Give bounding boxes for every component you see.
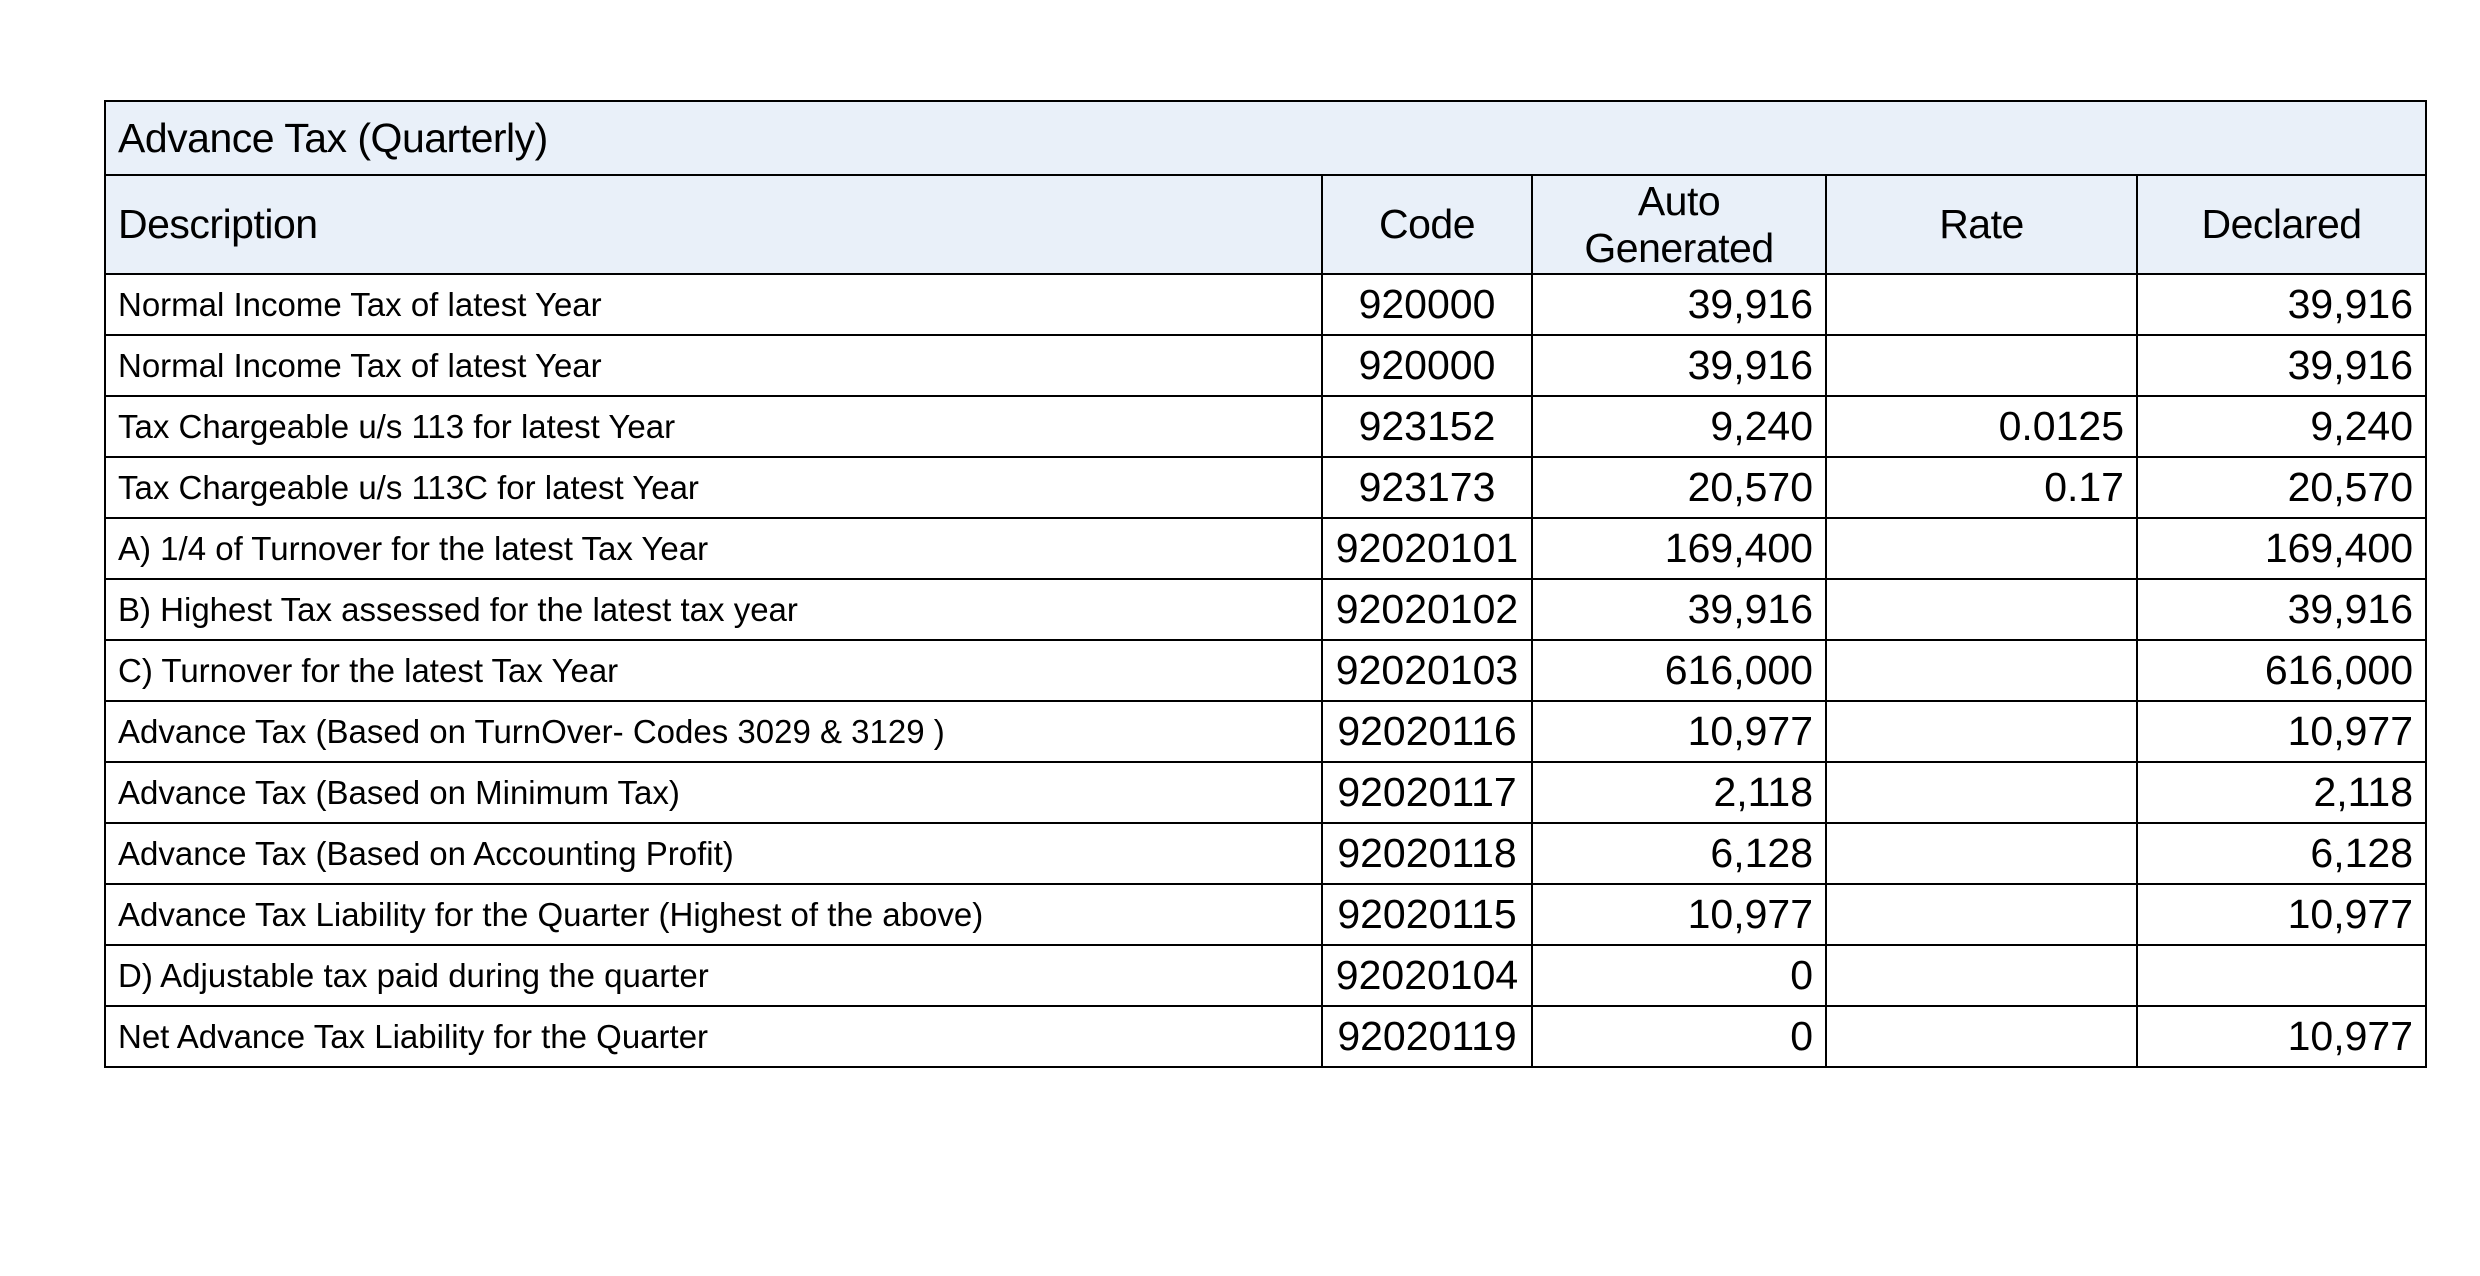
row-declared: 10,977 [2137, 1006, 2426, 1067]
row-declared: 20,570 [2137, 457, 2426, 518]
advance-tax-table [104, 100, 2427, 1068]
header-auto-generated [1532, 175, 1826, 274]
row-code: 92020104 [1322, 945, 1532, 1006]
row-auto-generated: 169,400 [1532, 518, 1826, 579]
row-auto-generated: 616,000 [1532, 640, 1826, 701]
table-row [105, 579, 2426, 640]
row-declared: 6,128 [2137, 823, 2426, 884]
table-title: Advance Tax (Quarterly) [105, 101, 2426, 175]
row-auto-generated: 10,977 [1532, 701, 1826, 762]
row-declared: 9,240 [2137, 396, 2426, 457]
row-auto-generated: 39,916 [1532, 274, 1826, 335]
table-row [105, 945, 2426, 1006]
row-rate [1826, 884, 2137, 945]
table-row [105, 701, 2426, 762]
header-rate: Rate [1826, 175, 2137, 274]
row-auto-generated: 0 [1532, 945, 1826, 1006]
row-description: Normal Income Tax of latest Year [105, 335, 1322, 396]
row-rate: 0.17 [1826, 457, 2137, 518]
row-auto-generated: 10,977 [1532, 884, 1826, 945]
table-row [105, 640, 2426, 701]
row-description: Advance Tax (Based on Accounting Profit) [105, 823, 1322, 884]
row-rate [1826, 335, 2137, 396]
row-description: Tax Chargeable u/s 113 for latest Year [105, 396, 1322, 457]
table-row [105, 396, 2426, 457]
row-description: Normal Income Tax of latest Year [105, 274, 1322, 335]
header-description: Description [105, 175, 1322, 274]
row-declared [2137, 945, 2426, 1006]
header-code: Code [1322, 175, 1532, 274]
row-declared: 39,916 [2137, 579, 2426, 640]
row-declared: 39,916 [2137, 274, 2426, 335]
row-auto-generated: 6,128 [1532, 823, 1826, 884]
row-description: Advance Tax (Based on TurnOver- Codes 3029 & 3129 ) [105, 701, 1322, 762]
row-code: 92020102 [1322, 579, 1532, 640]
row-description: Net Advance Tax Liability for the Quarter [105, 1006, 1322, 1067]
row-code: 920000 [1322, 274, 1532, 335]
row-code: 92020101 [1322, 518, 1532, 579]
table-row [105, 884, 2426, 945]
table-row [105, 762, 2426, 823]
row-rate [1826, 701, 2137, 762]
row-rate [1826, 518, 2137, 579]
row-auto-generated: 2,118 [1532, 762, 1826, 823]
row-description: Advance Tax Liability for the Quarter (Highest of the above) [105, 884, 1322, 945]
row-rate [1826, 274, 2137, 335]
row-description: Tax Chargeable u/s 113C for latest Year [105, 457, 1322, 518]
header-declared: Declared [2137, 175, 2426, 274]
row-code: 92020118 [1322, 823, 1532, 884]
row-description: Advance Tax (Based on Minimum Tax) [105, 762, 1322, 823]
row-declared: 10,977 [2137, 701, 2426, 762]
row-code: 92020116 [1322, 701, 1532, 762]
table-header-row [105, 175, 2426, 274]
row-code: 923152 [1322, 396, 1532, 457]
row-declared: 616,000 [2137, 640, 2426, 701]
table-row [105, 457, 2426, 518]
row-rate [1826, 579, 2137, 640]
row-auto-generated: 0 [1532, 1006, 1826, 1067]
row-description: A) 1/4 of Turnover for the latest Tax Year [105, 518, 1322, 579]
row-rate [1826, 1006, 2137, 1067]
table-row [105, 274, 2426, 335]
table-row [105, 1006, 2426, 1067]
table-title-row [105, 101, 2426, 175]
row-declared: 2,118 [2137, 762, 2426, 823]
row-rate [1826, 640, 2137, 701]
row-code: 920000 [1322, 335, 1532, 396]
row-declared: 39,916 [2137, 335, 2426, 396]
row-description: D) Adjustable tax paid during the quarter [105, 945, 1322, 1006]
row-code: 92020119 [1322, 1006, 1532, 1067]
row-rate [1826, 762, 2137, 823]
row-code: 92020117 [1322, 762, 1532, 823]
row-rate: 0.0125 [1826, 396, 2137, 457]
row-auto-generated: 39,916 [1532, 335, 1826, 396]
row-auto-generated: 39,916 [1532, 579, 1826, 640]
row-code: 92020115 [1322, 884, 1532, 945]
row-rate [1826, 823, 2137, 884]
table-row [105, 518, 2426, 579]
row-description: B) Highest Tax assessed for the latest tax year [105, 579, 1322, 640]
table-row [105, 335, 2426, 396]
header-auto-line2: Generated [1584, 224, 1774, 271]
row-auto-generated: 9,240 [1532, 396, 1826, 457]
table-body [105, 274, 2426, 1067]
row-declared: 10,977 [2137, 884, 2426, 945]
row-declared: 169,400 [2137, 518, 2426, 579]
row-auto-generated: 20,570 [1532, 457, 1826, 518]
row-rate [1826, 945, 2137, 1006]
table-row [105, 823, 2426, 884]
row-code: 92020103 [1322, 640, 1532, 701]
row-code: 923173 [1322, 457, 1532, 518]
header-auto-line1: Auto [1637, 177, 1721, 224]
row-description: C) Turnover for the latest Tax Year [105, 640, 1322, 701]
